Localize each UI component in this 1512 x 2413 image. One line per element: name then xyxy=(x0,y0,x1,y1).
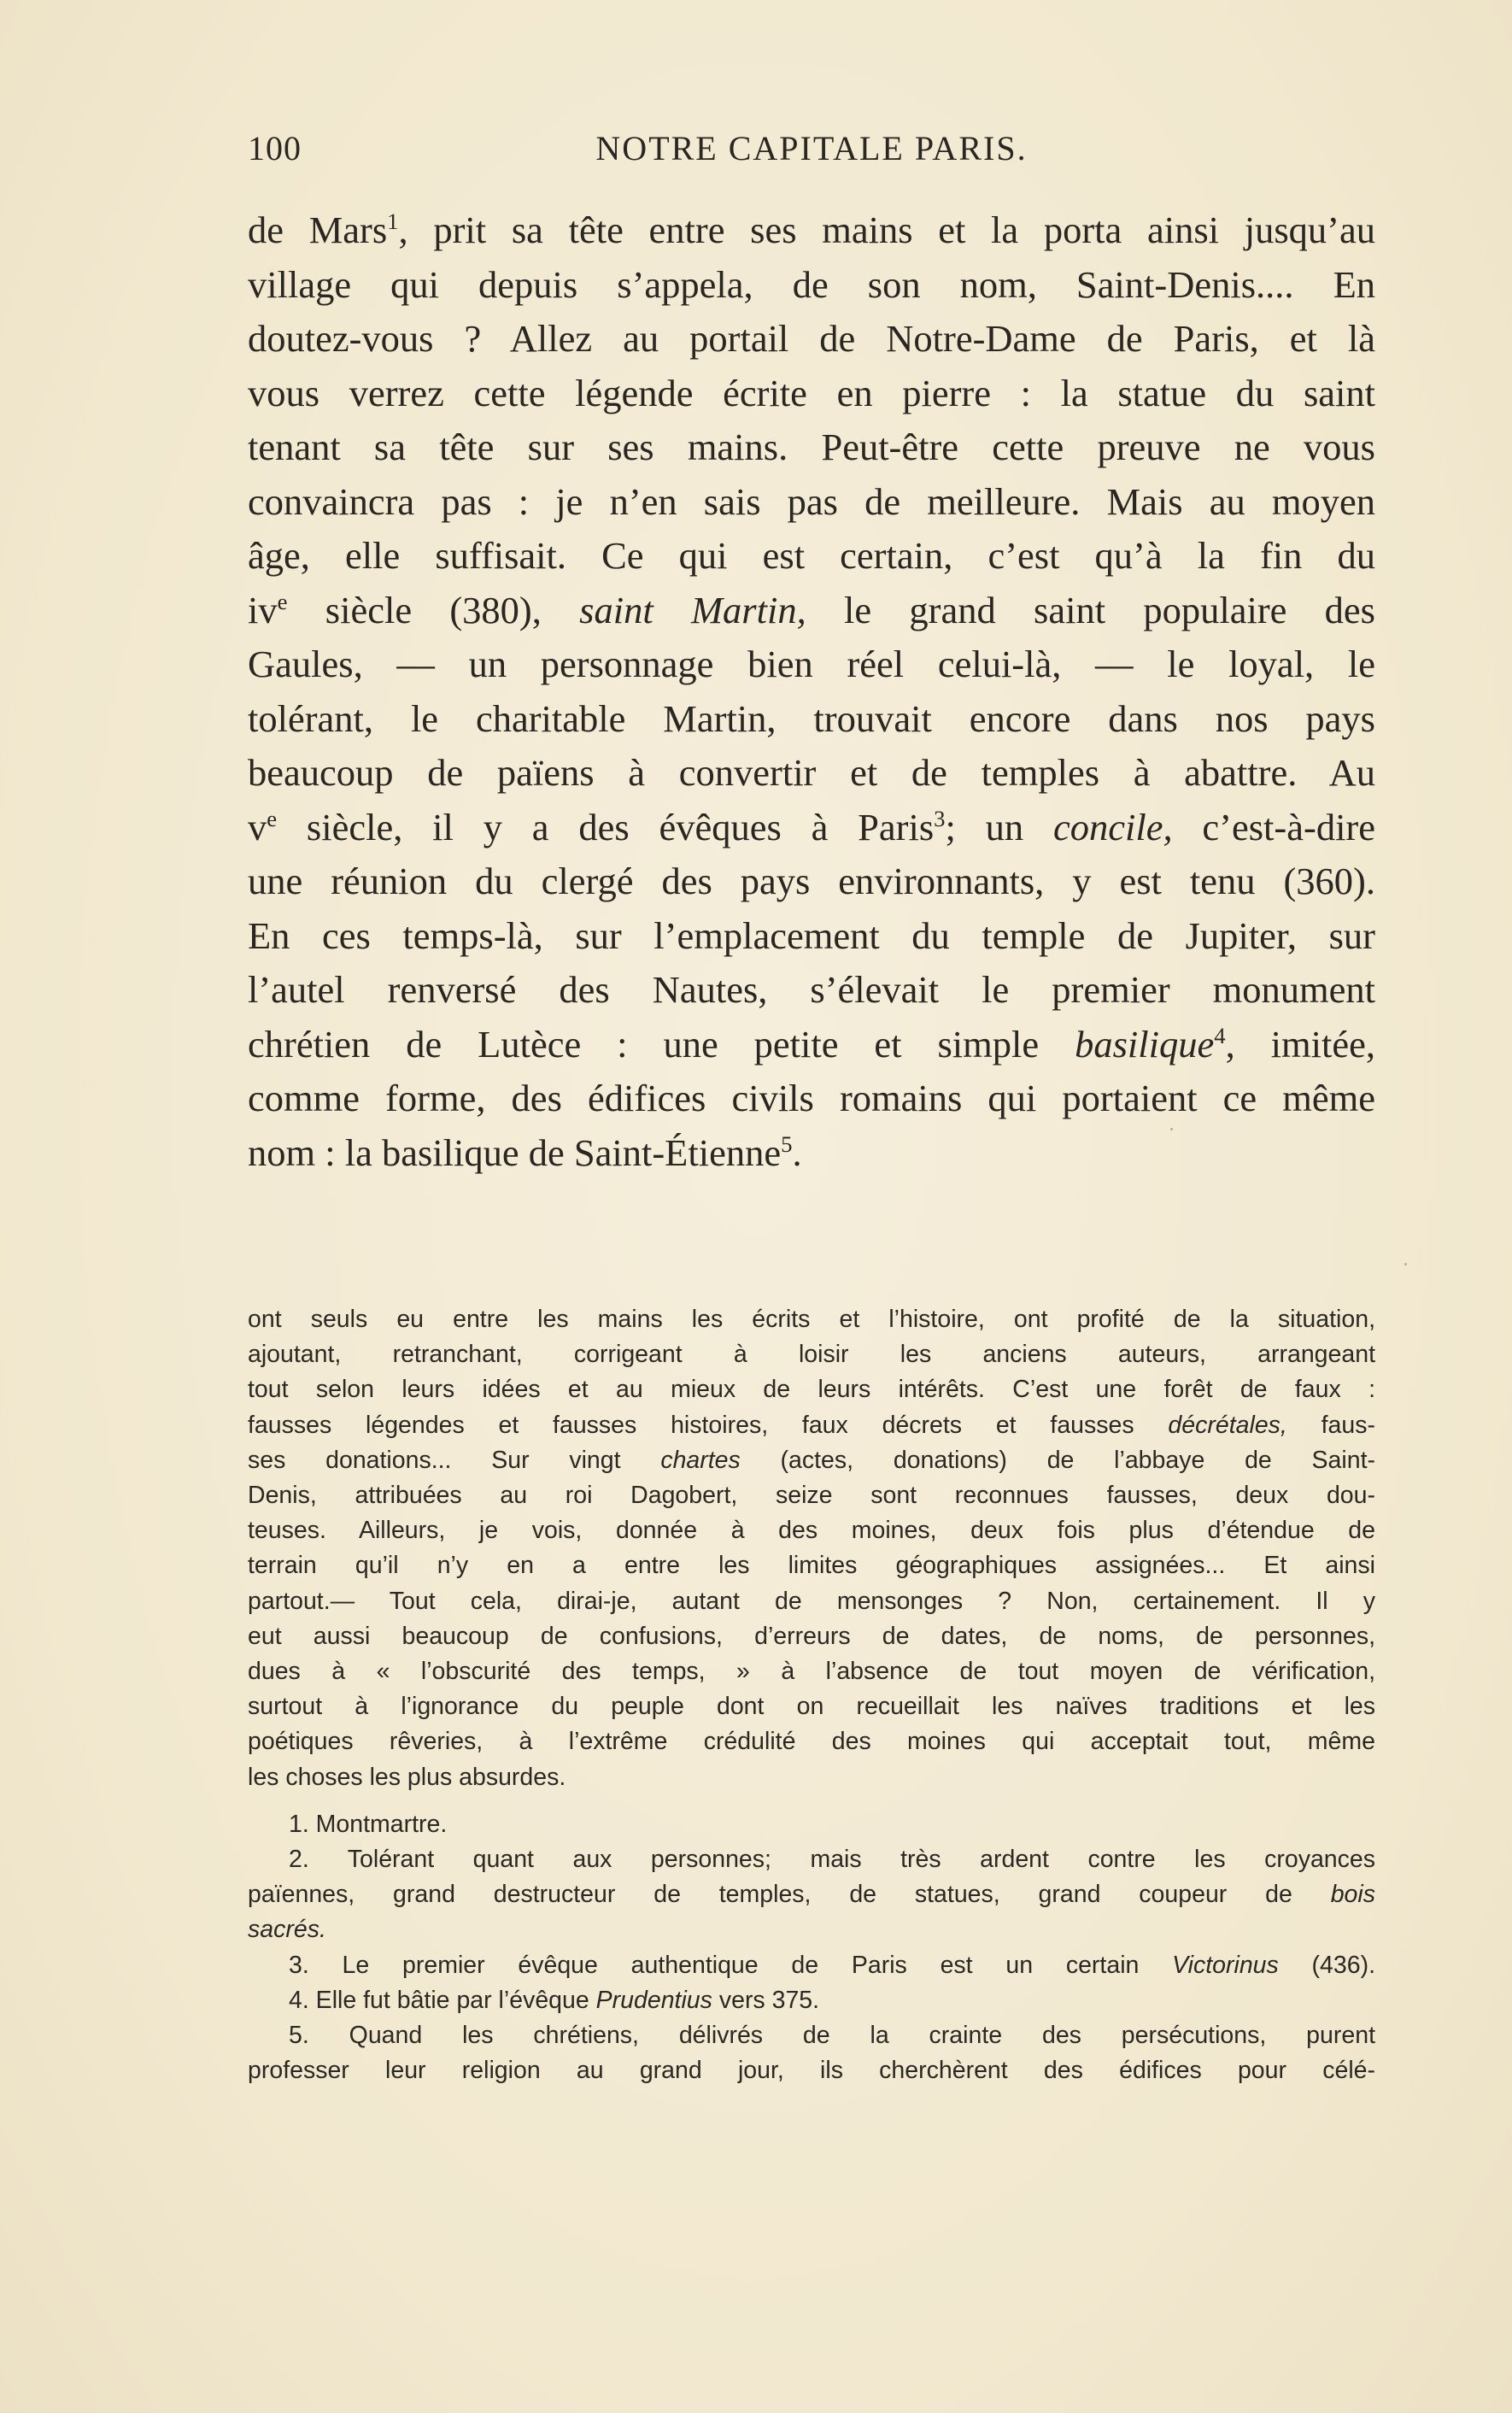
paper-speck xyxy=(1404,1263,1407,1265)
text-line: $v^e$ siècle, il y a des évêques à Paris$^3$; un concile, c’est-à-dire xyxy=(248,805,1375,848)
footnote-2-cont: païennes, grand destructeur de temples, de statues, grand coupeur de bois xyxy=(248,1881,1375,1909)
page-number: 100 xyxy=(248,129,302,167)
text-line: comme forme, des édifices civils romains qui portaient ce même xyxy=(248,1077,1375,1119)
footnote-5-cont: professer leur religion au grand jour, ils cherchèrent des édifices pour célé- xyxy=(248,2057,1375,2085)
footnotes xyxy=(248,1302,1375,2088)
footnote-line: terrain qu’il n’y en a entre les limites géographiques assignées... Et ainsi xyxy=(248,1552,1375,1580)
text-line: nom : la basilique de Saint-Étienne$^5$. xyxy=(248,1130,802,1174)
text-line: de Mars$^1$, prit sa tête entre ses mains et la porta ainsi jusqu’au xyxy=(248,208,1375,251)
text-line: doutez-vous ? Allez au portail de Notre-Dame de Paris, et là xyxy=(248,317,1375,360)
paper-speck xyxy=(1170,1128,1173,1130)
footnote-line: ajoutant, retranchant, corrigeant à loisir les anciens auteurs, arrangeant xyxy=(248,1341,1375,1369)
text-line: vous verrez cette légende écrite en pierre : la statue du saint xyxy=(248,371,1375,414)
footnote-line: teuses. Ailleurs, je vois, donnée à des moines, deux fois plus d’étendue de xyxy=(248,1517,1375,1545)
footnote-2-cont: sacrés. xyxy=(248,1916,326,1944)
text-line: chrétien de Lutèce : une petite et simple basilique$^4$, imitée, xyxy=(248,1022,1375,1066)
main-text xyxy=(248,203,1375,1180)
text-line: beaucoup de païens à convertir et de temples à abattre. Au xyxy=(248,751,1375,794)
footnote-line: Denis, attribuées au roi Dagobert, seize sont reconnues fausses, deux dou- xyxy=(248,1482,1375,1510)
footnote-5: 5. Quand les chrétiens, délivrés de la crainte des persécutions, purent xyxy=(289,2022,1375,2050)
text-line: âge, elle suffisait. Ce qui est certain, c’est qu’à la fin du xyxy=(248,534,1375,577)
footnote-1: 1. Montmartre. xyxy=(289,1810,448,1838)
footnote-4: 4. Elle fut bâtie par l’évêque Prudentius vers 375. xyxy=(289,1986,820,2014)
text-line: tenant sa tête sur ses mains. Peut-être cette preuve ne vous xyxy=(248,426,1375,468)
running-title: NOTRE CAPITALE PARIS. xyxy=(595,129,1028,167)
footnote-line: ses donations... Sur vingt chartes (actes, donations) de l’abbaye de Saint- xyxy=(248,1446,1375,1474)
footnote-line: eut aussi beaucoup de confusions, d’erreurs de dates, de noms, de personnes, xyxy=(248,1622,1375,1650)
text-line: convaincra pas : je n’en sais pas de meilleure. Mais au moyen xyxy=(248,479,1375,523)
footnote-line: dues à « l’obscurité des temps, » à l’absence de tout moyen de vérification, xyxy=(248,1658,1375,1686)
footnote-line: partout.— Tout cela, dirai-je, autant de mensonges ? Non, certainement. Il y xyxy=(248,1587,1375,1615)
footnote-line: ont seuls eu entre les mains les écrits et l’histoire, ont profité de la situation, xyxy=(248,1306,1375,1333)
footnote-3: 3. Le premier évêque authentique de Paris est un certain Victorinus (436). xyxy=(289,1951,1376,1979)
footnote-line: les choses les plus absurdes. xyxy=(248,1763,566,1791)
text-line: tolérant, le charitable Martin, trouvait encore dans nos pays xyxy=(248,696,1375,740)
footnote-line: tout selon leurs idées et au mieux de leurs intérêts. C’est une forêt de faux : xyxy=(248,1376,1375,1404)
page-header xyxy=(248,128,1375,179)
text-line: En ces temps-là, sur l’emplacement du temple de Jupiter, sur xyxy=(248,913,1375,957)
footnote-line: surtout à l’ignorance du peuple dont on recueillait les naïves traditions et les xyxy=(248,1693,1375,1721)
footnote-2: 2. Tolérant quant aux personnes; mais très ardent contre les croyances xyxy=(289,1846,1375,1874)
text-line: l’autel renversé des Nautes, s’élevait le premier monument xyxy=(248,968,1375,1011)
footnote-line: poétiques rêveries, à l’extrême crédulité des moines qui acceptait tout, même xyxy=(248,1728,1375,1756)
text-line: village qui depuis s’appela, de son nom, Saint-Denis.... En xyxy=(248,262,1375,306)
text-line: $iv^e$ siècle (380), saint Martin, le grand saint populaire des xyxy=(248,588,1375,631)
text-line: une réunion du clergé des pays environnants, y est tenu (360). xyxy=(248,860,1375,902)
text-line: Gaules, — un personnage bien réel celui-là, — le loyal, le xyxy=(248,643,1375,685)
footnote-line: fausses légendes et fausses histoires, faux décrets et fausses décrétales, faus- xyxy=(248,1411,1375,1439)
